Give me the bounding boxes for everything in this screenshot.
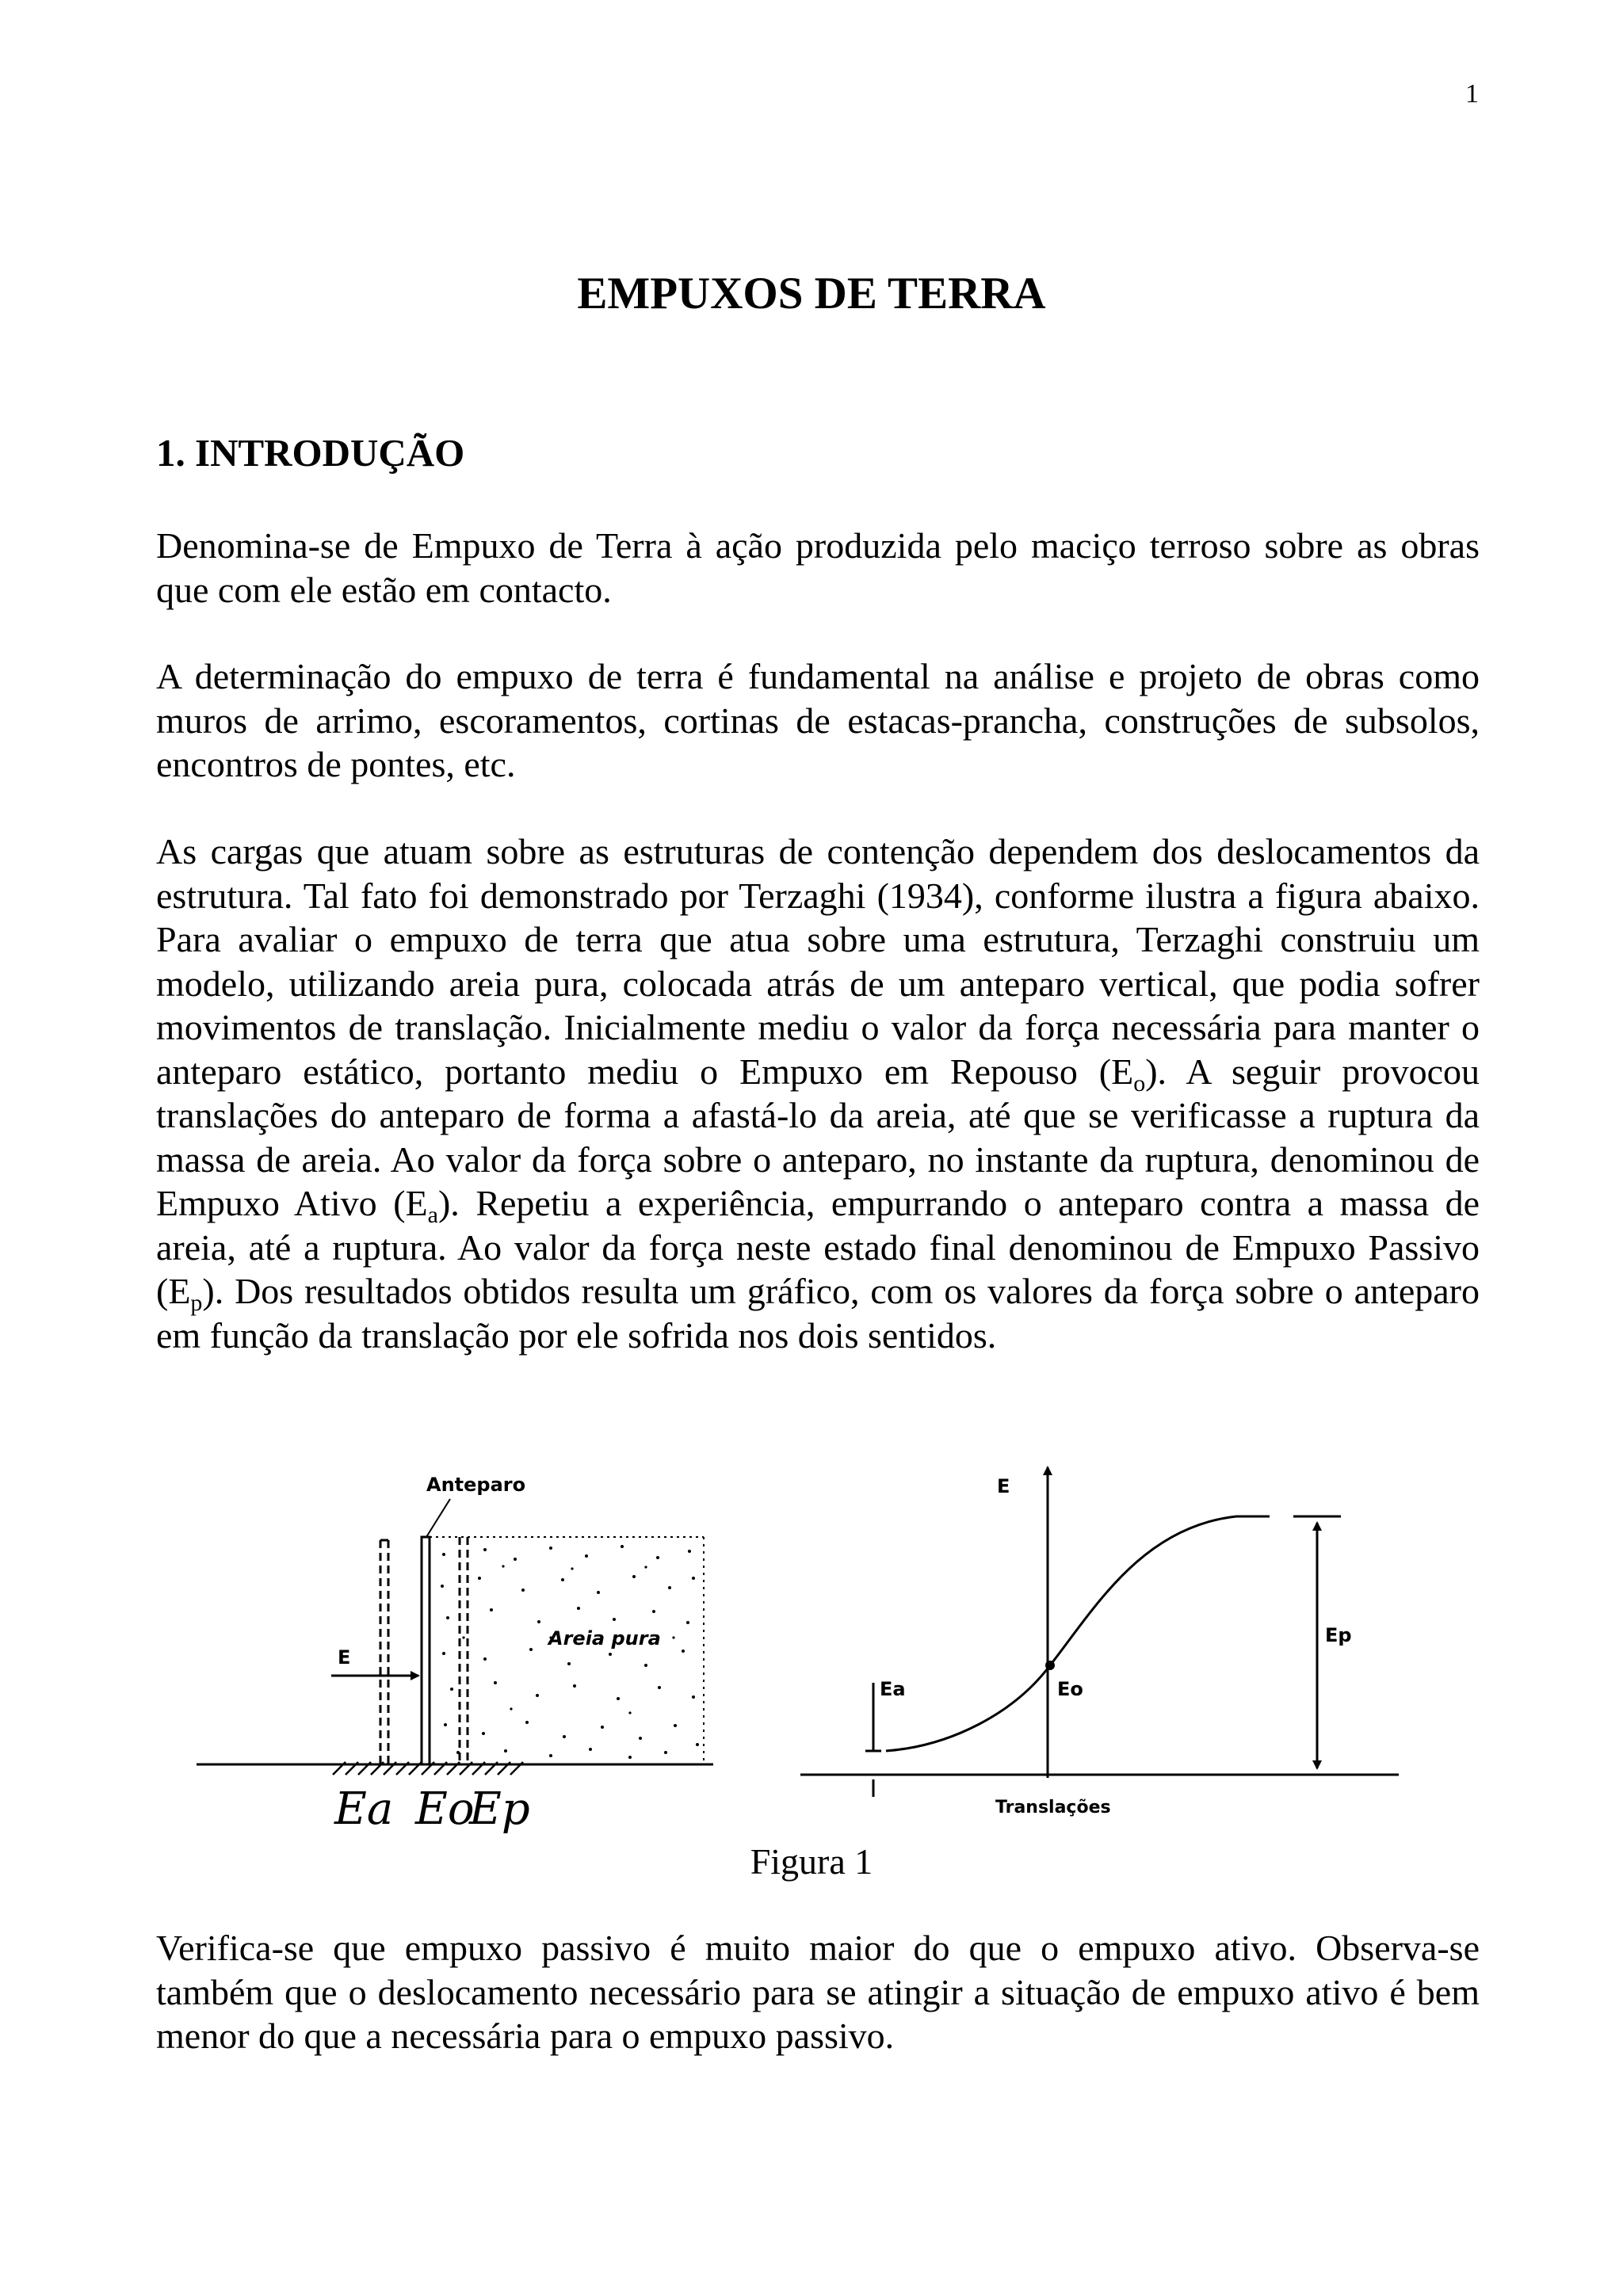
anteparo-leader bbox=[426, 1499, 450, 1537]
text-segment: ). A seguir provocou translações do anteparo de forma a afastá-lo da areia, até que se verificasse a ruptura da massa de areia. Ao valor da força sobre o anteparo, no instante da ruptura, denominou de Empuxo Ativo (E bbox=[156, 1051, 1480, 1223]
text-segment: As cargas que atuam sobre as estruturas de contenção dependem dos deslocamentos da estrutura. Tal fato foi demonstrado por Terzaghi (1934), conforme ilustra a figura abaixo. Para avaliar o empuxo de terra que atua sobre uma estrutura, Terzaghi construiu um modelo, utilizando areia pura, colocada atrás de um anteparo vertical, que podia sofrer movimentos de translação. Inicialmente mediu o valor da força necessária para manter o anteparo estático, portanto mediu o Empuxo em Repouso (E bbox=[156, 831, 1480, 1092]
handwritten-ep: Ep bbox=[469, 1783, 530, 1835]
text-segment: ). Dos resultados obtidos resulta um gráfico, com os valores da força sobre o anteparo em função da translação por ele sofrida nos dois sentidos. bbox=[156, 1271, 1480, 1356]
eo-point bbox=[1045, 1661, 1055, 1670]
force-label: E bbox=[338, 1646, 351, 1669]
anteparo-wall bbox=[422, 1537, 430, 1764]
sand-label: Areia pura bbox=[548, 1627, 661, 1650]
figure-1-drawing bbox=[190, 1451, 1426, 1863]
model-schematic bbox=[197, 1474, 713, 1835]
paragraph-terzaghi bbox=[156, 830, 1480, 1357]
subscript-o: o bbox=[1133, 1070, 1146, 1097]
eo-label: Eo bbox=[1057, 1678, 1083, 1700]
sand-stipple bbox=[441, 1545, 699, 1759]
text-segment: ). Repetiu a experiência, empurrando o anteparo contra a massa de areia, até a ruptura. Ao valor da força neste estado final denominou de Empuxo Passivo (E bbox=[156, 1183, 1480, 1311]
section-heading: 1. INTRODUÇÃO bbox=[156, 431, 465, 475]
y-axis-label: E bbox=[997, 1475, 1010, 1497]
handwritten-eo: Eo bbox=[415, 1783, 475, 1835]
figure-caption: Figura 1 bbox=[750, 1841, 873, 1882]
empuxo-curve bbox=[886, 1516, 1270, 1751]
paragraph-importance: A determinação do empuxo de terra é fundamental na análise e projeto de obras como muros de arrimo, escoramentos, cortinas de estacas-prancha, construções de subsolos, encontros de pontes, etc. bbox=[156, 656, 1480, 784]
paragraph-conclusion: Verifica-se que empuxo passivo é muito maior do que o empuxo ativo. Observa-se também que o deslocamento necessário para se atingir a situação de empuxo ativo é bem menor do que a necessária para o empuxo passivo. bbox=[156, 1928, 1480, 2056]
ep-label: Ep bbox=[1325, 1624, 1352, 1646]
ea-label: Ea bbox=[880, 1678, 906, 1700]
anteparo-label: Anteparo bbox=[426, 1474, 526, 1496]
subscript-p: p bbox=[190, 1290, 203, 1316]
x-axis-label: Translações bbox=[995, 1798, 1111, 1817]
handwritten-ea: Ea bbox=[334, 1783, 394, 1835]
subscript-a: a bbox=[427, 1202, 438, 1228]
figure-1 bbox=[190, 1451, 1426, 1863]
page-number: 1 bbox=[1465, 79, 1479, 109]
paragraph-definition: Denomina-se de Empuxo de Terra à ação produzida pelo maciço terroso sobre as obras que com ele estão em contacto. bbox=[156, 525, 1480, 610]
empuxo-graph bbox=[800, 1467, 1399, 1817]
document-title: EMPUXOS DE TERRA bbox=[577, 269, 1046, 318]
